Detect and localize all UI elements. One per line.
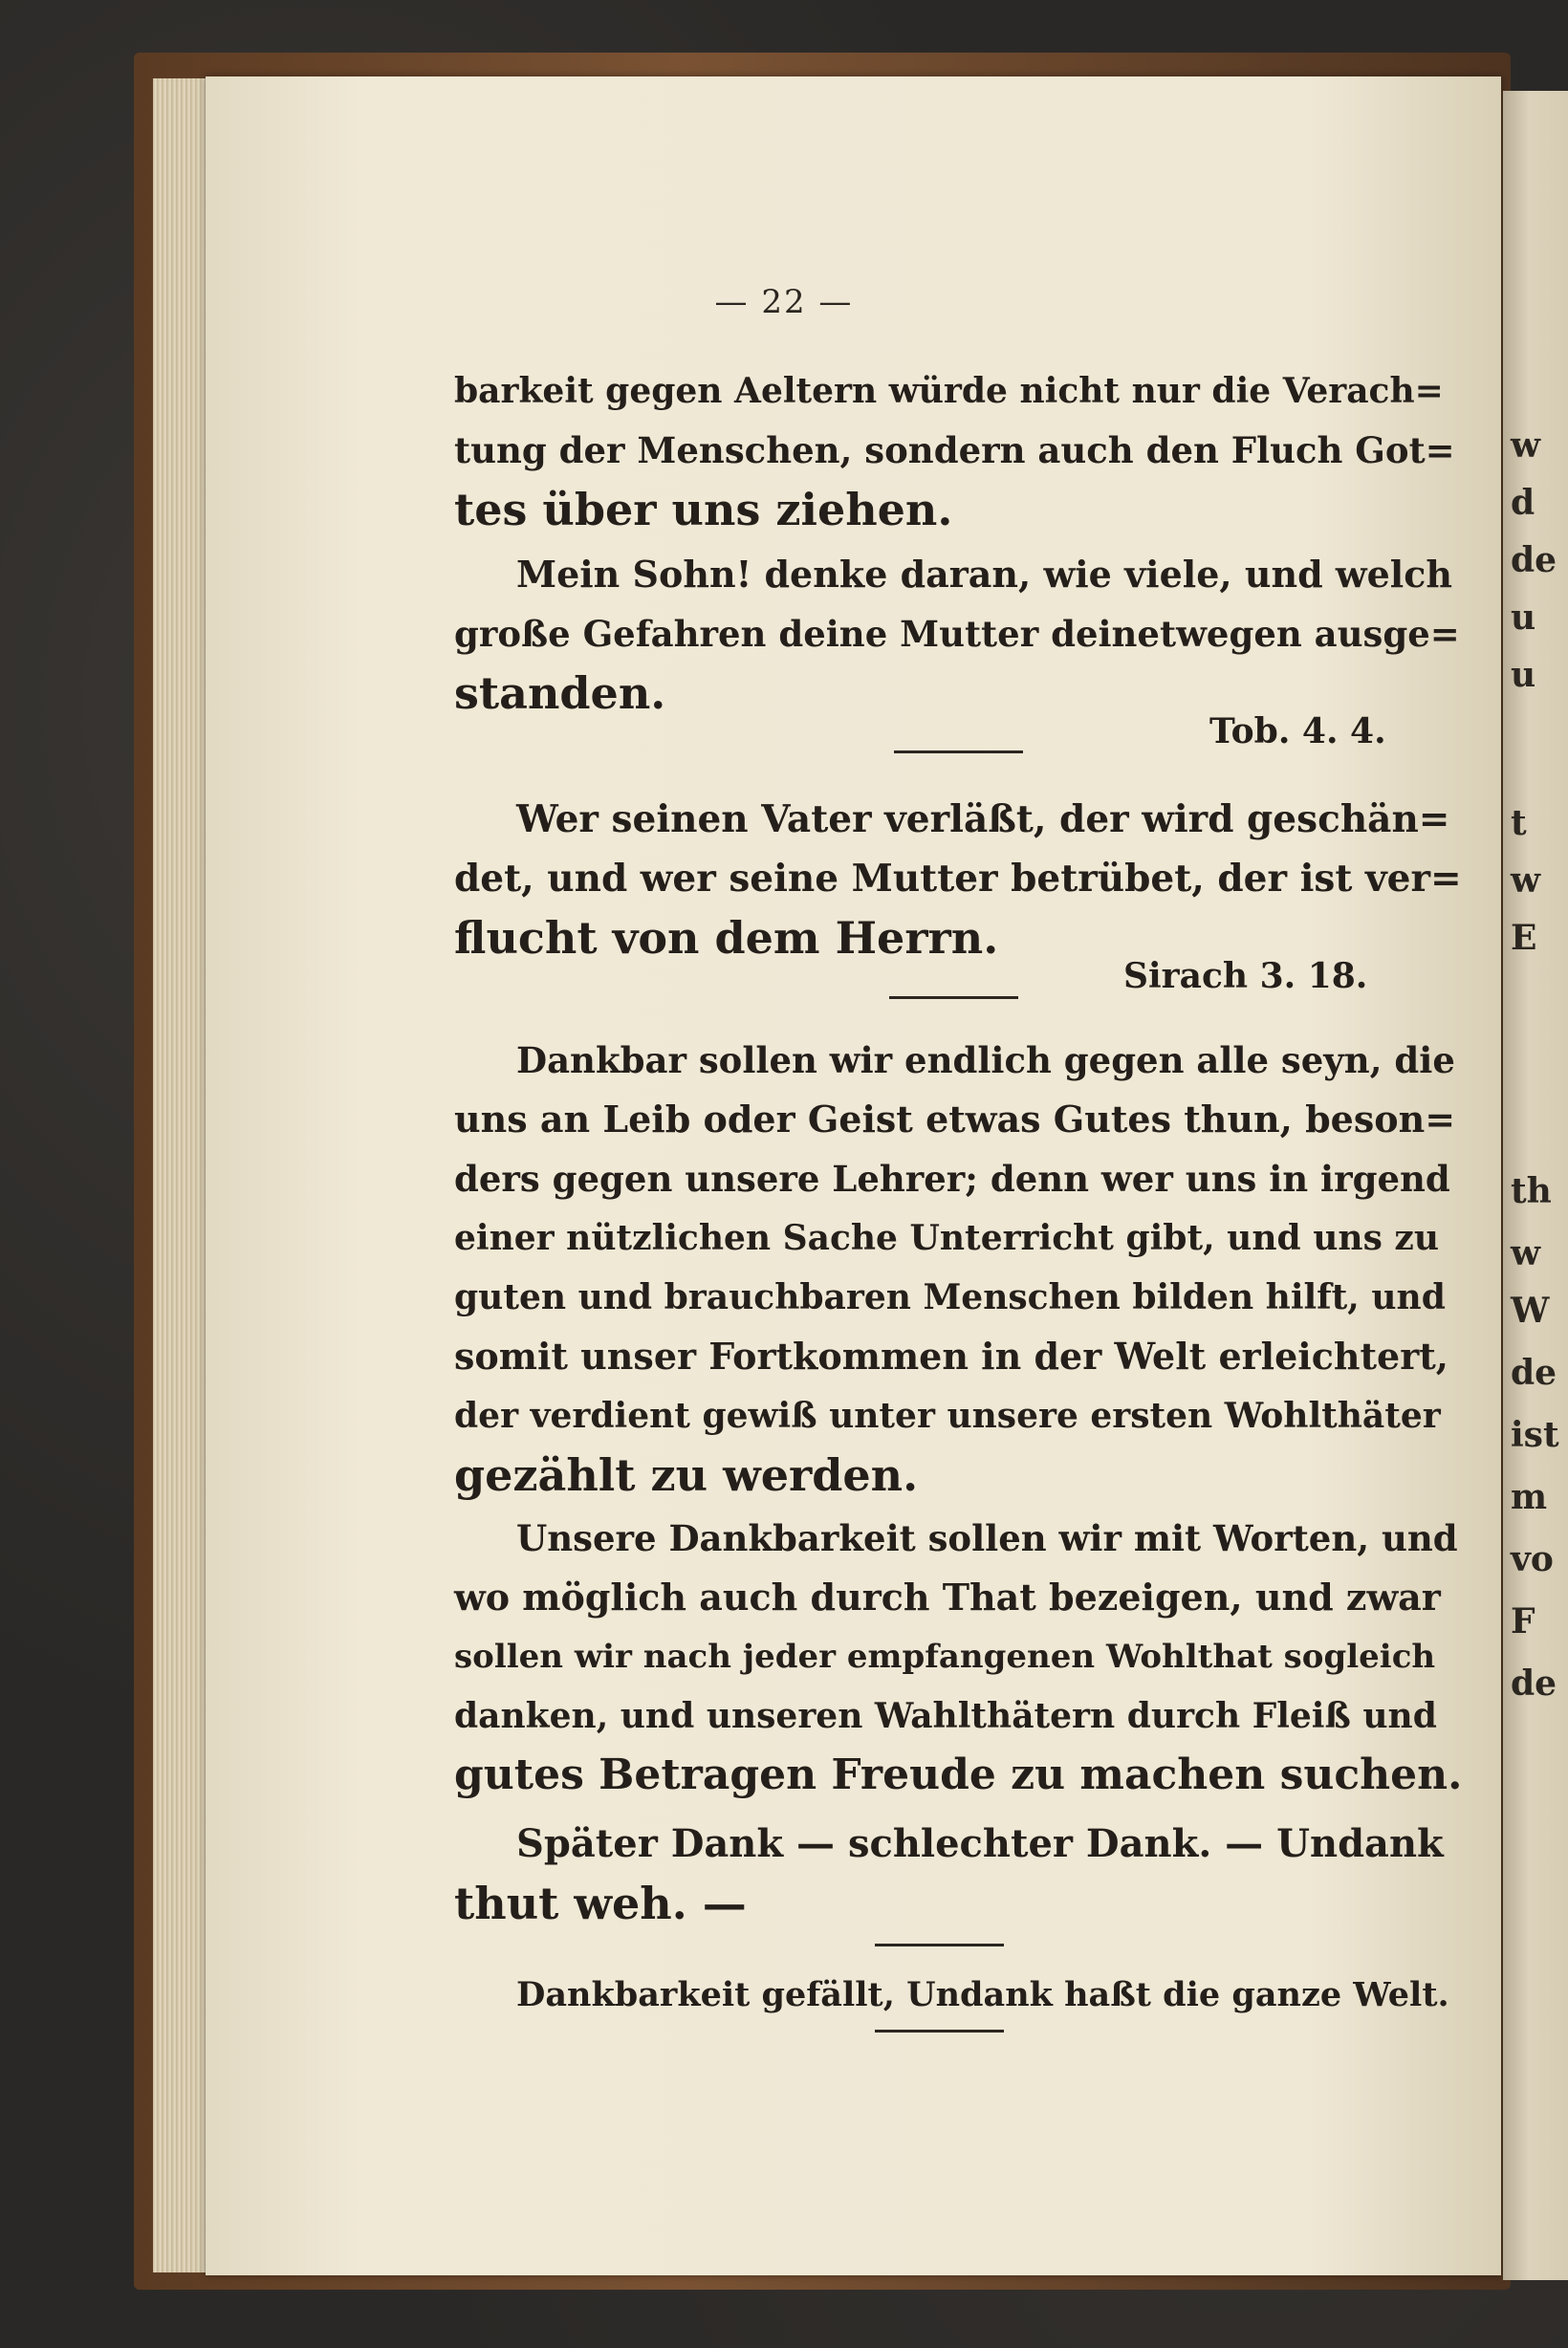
next-page-fragment: w — [1511, 1233, 1540, 1273]
next-page-fragment: w — [1511, 425, 1540, 466]
page-number: — 22 — — [714, 283, 854, 321]
citation: Tob. 4. 4. — [1209, 711, 1386, 751]
text-line: Unsere Dankbarkeit sollen wir mit Worten, und — [516, 1517, 1458, 1559]
citation: Sirach 3. 18. — [1123, 956, 1368, 996]
separator-rule — [894, 750, 1023, 753]
text-line: tes über uns ziehen. — [454, 484, 953, 535]
text-line: somit unser Fortkommen in der Welt erleichtert, — [454, 1335, 1448, 1378]
next-page-fragment: E — [1511, 918, 1537, 958]
next-page-fragment: d — [1511, 483, 1535, 523]
text-line: uns an Leib oder Geist etwas Gutes thun, beson= — [454, 1098, 1456, 1141]
motto-line: Dankbarkeit gefällt, Undank haßt die ganze Welt. — [516, 1975, 1449, 2014]
next-page-fragment: t — [1511, 803, 1527, 843]
text-line: sollen wir nach jeder empfangenen Wohlthat sogleich — [454, 1638, 1436, 1676]
separator-rule — [875, 2030, 1004, 2033]
text-line: barkeit gegen Aeltern würde nicht nur die Verach= — [454, 371, 1444, 411]
text-line: Mein Sohn! denke daran, wie viele, und welch — [516, 553, 1452, 596]
text-line: der verdient gewiß unter unsere ersten Wohlthäter — [454, 1396, 1441, 1436]
next-page-fragment: ist — [1511, 1415, 1559, 1455]
text-line: einer nützlichen Sache Unterricht gibt, und uns zu — [454, 1218, 1439, 1258]
text-line: Wer seinen Vater verläßt, der wird geschän= — [516, 797, 1450, 841]
text-line: standen. — [454, 667, 666, 719]
text-line: Dankbar sollen wir endlich gegen alle seyn, die — [516, 1039, 1455, 1081]
next-page-fragment: F — [1511, 1601, 1535, 1641]
next-page-fragment: th — [1511, 1171, 1552, 1211]
text-line: det, und wer seine Mutter betrübet, der ist ver= — [454, 857, 1462, 901]
text-line: tung der Menschen, sondern auch den Fluch Got= — [454, 429, 1455, 471]
next-page-edge — [1503, 91, 1568, 2280]
next-page-fragment: m — [1511, 1477, 1548, 1517]
text-line: große Gefahren deine Mutter deinetwegen ausge= — [454, 613, 1460, 655]
text-line: wo möglich auch durch That bezeigen, und zwar — [454, 1576, 1441, 1619]
next-page-fragment: w — [1511, 860, 1540, 901]
separator-rule — [875, 1944, 1004, 1946]
text-line: thut weh. — — [454, 1878, 747, 1929]
next-page-fragment: de — [1511, 540, 1557, 580]
text-line: gutes Betragen Freude zu machen suchen. — [454, 1750, 1463, 1799]
text-line: flucht von dem Herrn. — [454, 912, 999, 964]
text-line: ders gegen unsere Lehrer; denn wer uns in irgend — [454, 1158, 1450, 1200]
text-line: guten und brauchbaren Menschen bilden hilft, und — [454, 1277, 1446, 1317]
text-line: gezählt zu werden. — [454, 1449, 919, 1501]
next-page-fragment: u — [1511, 655, 1536, 695]
next-page-fragment: W — [1511, 1291, 1550, 1331]
next-page-fragment: de — [1511, 1353, 1557, 1393]
text-line: danken, und unseren Wahlthätern durch Fleiß und — [454, 1696, 1437, 1736]
next-page-fragment: vo — [1511, 1539, 1554, 1579]
next-page-fragment: de — [1511, 1663, 1557, 1704]
next-page-fragment: u — [1511, 598, 1536, 638]
text-line: Später Dank — schlechter Dank. — Undank — [516, 1821, 1444, 1866]
separator-rule — [889, 996, 1018, 999]
